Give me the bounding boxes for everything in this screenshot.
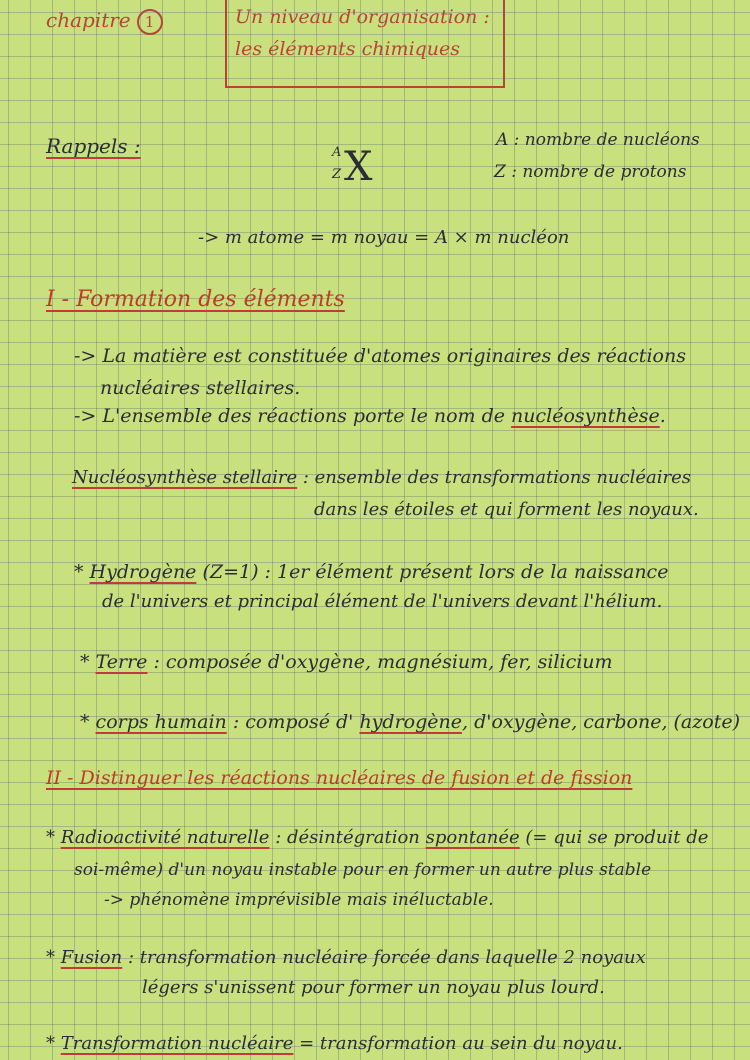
section-2-title: II - Distinguer les réactions nucléaires de fusion et de fission [46,767,633,789]
line-3-prefix: -> L'ensemble des réactions porte le nom de [74,405,512,427]
radioactivite-term: Radioactivité naturelle [60,827,270,848]
nucleosynthese-stellaire-def [72,466,691,490]
rappels-label: Rappels : [46,134,141,158]
hydrogene-term: Hydrogène [89,561,197,583]
nucleosynthese-term: nucléosynthèse [511,405,660,427]
corps-humain-item [80,710,740,734]
section-1-title: I - Formation des éléments [46,287,345,312]
chapter-number: 1 [137,9,163,35]
hydrogene-text-2: de l'univers et principal élément de l'univers devant l'hélium. [102,591,663,612]
chapter-title-box [225,0,505,88]
fusion-text-2: légers s'unissent pour former un noyau plus lourd. [142,977,605,998]
nuclide-atomic-number: Z [332,167,342,182]
fusion-term: Fusion [60,947,123,968]
bullet-star: * [46,1033,61,1054]
nuclide-mass-number: A [332,145,342,160]
bullet-star: * [74,561,90,583]
transformation-nucleaire-text: = transformation au sein du noyau. [293,1033,623,1054]
line-3-suffix: . [659,405,666,427]
corps-humain-term: corps humain [95,711,227,733]
terre-item [80,650,613,674]
section-1-line-3 [74,404,666,428]
nucleosynthese-stellaire-text-2: dans les étoiles et qui forment les noyaux. [314,499,699,520]
transformation-nucleaire-term: Transformation nucléaire [60,1033,294,1054]
chapter-title-line-2: les éléments chimiques [235,38,461,60]
fusion-text-1: : transformation nucléaire forcée dans laquelle 2 noyaux [122,947,646,968]
radioactivite-text-1a: : désintégration [269,827,426,848]
bullet-star: * [80,711,96,733]
chapter-label: chapitre [46,8,131,32]
fusion-item [46,946,646,970]
chapter-title-line-1: Un niveau d'organisation : [235,6,490,28]
bullet-star: * [46,947,61,968]
hydrogene-item [74,560,668,584]
bullet-star: * [46,827,61,848]
mass-formula: -> m atome = m noyau = A × m nucléon [198,227,570,248]
definition-z: Z : nombre de protons [494,162,687,182]
radioactivite-item [46,826,708,850]
terre-term: Terre [95,651,148,673]
nucleosynthese-stellaire-text-1: : ensemble des transformations nucléaires [297,467,691,488]
definition-a: A : nombre de nucléons [496,130,700,150]
radioactivite-text-1b: (= qui se produit de [519,827,709,848]
spontanee-term: spontanée [425,827,520,848]
corps-humain-text-2: , d'oxygène, carbone, (azote) [461,711,740,733]
corps-hydrogene-term: hydrogène [359,711,462,733]
nuclide-symbol: X [344,144,373,190]
chapter-heading [46,8,163,35]
transformation-nucleaire-item [46,1032,623,1056]
terre-text: : composée d'oxygène, magnésium, fer, silicium [147,651,613,673]
bullet-star: * [80,651,96,673]
corps-humain-text-1: : composé d' [226,711,360,733]
hydrogene-text-1: (Z=1) : 1er élément présent lors de la naissance [196,561,669,583]
radioactivite-text-3: -> phénomène imprévisible mais inéluctable. [104,890,494,910]
radioactivite-text-2: soi-même) d'un noyau instable pour en former un autre plus stable [74,860,652,880]
section-1-line-1: -> La matière est constituée d'atomes originaires des réactions [74,345,686,367]
nucleosynthese-stellaire-term: Nucléosynthèse stellaire [72,467,298,488]
section-1-line-2: nucléaires stellaires. [100,377,301,399]
